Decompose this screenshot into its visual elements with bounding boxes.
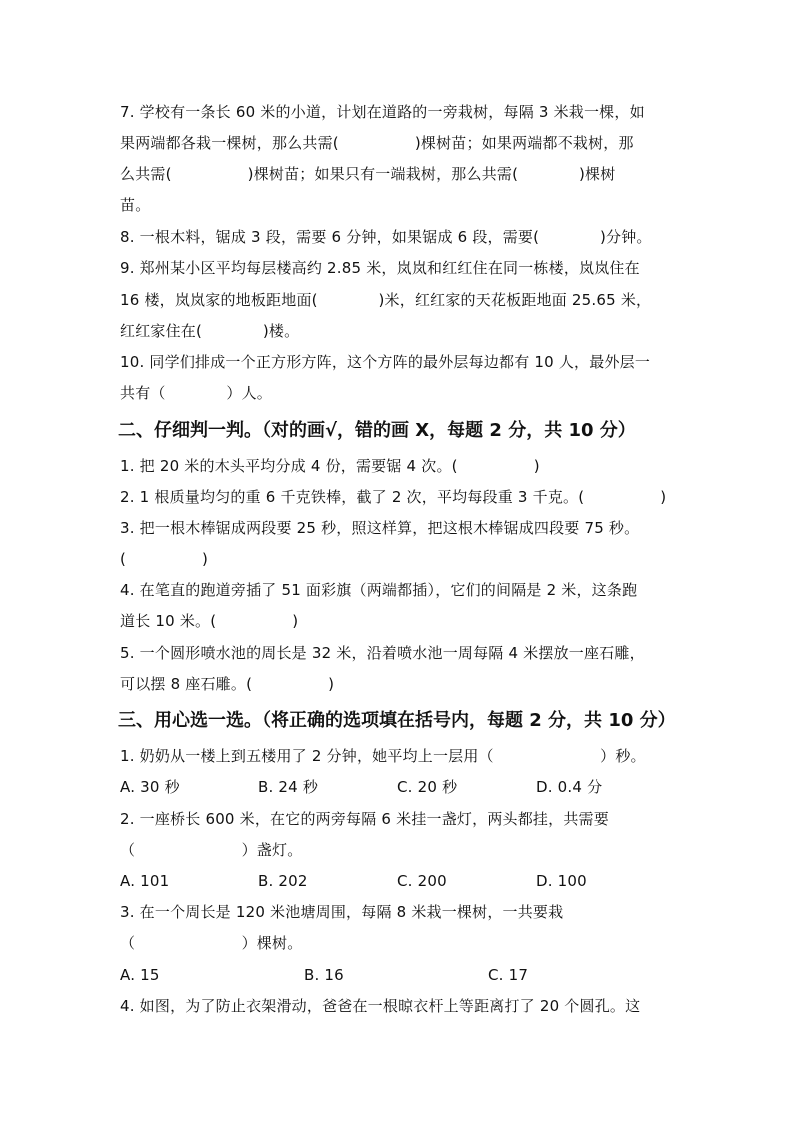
option-c: C. 200 xyxy=(397,872,447,890)
option-d: D. 0.4 分 xyxy=(536,778,603,796)
question-line: 9. 郑州某小区平均每层楼高约 2.85 米，岚岚和红红住在同一栋楼，岚岚住在 xyxy=(120,259,640,277)
question-line: 4. 在笔直的跑道旁插了 51 面彩旗（两端都插），它们的间隔是 2 米，这条跑 xyxy=(120,581,638,599)
question-line: 可以摆 8 座石雕。( ) xyxy=(120,675,335,693)
question-line: （ ）盏灯。 xyxy=(120,841,303,859)
question-line: 苗。 xyxy=(120,196,151,214)
question-line: 2. 1 根质量均匀的重 6 千克铁棒，截了 2 次，平均每段重 3 千克。( ) xyxy=(120,488,667,506)
question-line: 共有（ ）人。 xyxy=(120,384,273,402)
option-c: C. 17 xyxy=(488,966,529,984)
question-line: 7. 学校有一条长 60 米的小道，计划在道路的一旁栽树，每隔 3 米栽一棵，如 xyxy=(120,103,645,121)
question-line: 3. 在一个周长是 120 米池塘周围，每隔 8 米栽一棵树，一共要栽 xyxy=(120,903,564,921)
option-b: B. 202 xyxy=(258,872,308,890)
question-line: 1. 把 20 米的木头平均分成 4 份，需要锯 4 次。( ) xyxy=(120,457,540,475)
option-d: D. 100 xyxy=(536,872,587,890)
option-b: B. 16 xyxy=(304,966,344,984)
option-c: C. 20 秒 xyxy=(397,778,458,796)
option-a: A. 15 xyxy=(120,966,160,984)
question-line: 4. 如图，为了防止衣架滑动，爸爸在一根晾衣杆上等距离打了 20 个圆孔。这 xyxy=(120,997,641,1015)
option-a: A. 30 秒 xyxy=(120,778,180,796)
question-line: 8. 一根木料，锯成 3 段，需要 6 分钟，如果锯成 6 段，需要( )分钟。 xyxy=(120,228,652,246)
question-line: （ ）棵树。 xyxy=(120,934,303,952)
question-line: 么共需( )棵树苗；如果只有一端栽树，那么共需( )棵树 xyxy=(120,165,616,183)
question-line: 1. 奶奶从一楼上到五楼用了 2 分钟，她平均上一层用（ ）秒。 xyxy=(120,747,646,765)
question-line: 果两端都各栽一棵树，那么共需( )棵树苗；如果两端都不栽树，那 xyxy=(120,134,634,152)
question-line: 红红家住在( )楼。 xyxy=(120,322,300,340)
question-line: ( ) xyxy=(120,550,209,568)
question-line: 2. 一座桥长 600 米，在它的两旁每隔 6 米挂一盏灯，两头都挂，共需要 xyxy=(120,810,609,828)
question-line: 10. 同学们排成一个正方形方阵，这个方阵的最外层每边都有 10 人，最外层一 xyxy=(120,353,651,371)
question-line: 16 楼，岚岚家的地板距地面( )米，红红家的天花板距地面 25.65 米， xyxy=(120,291,652,309)
question-line: 3. 把一根木棒锯成两段要 25 秒，照这样算，把这根木棒锯成四段要 75 秒。 xyxy=(120,519,640,537)
question-line: 道长 10 米。( ) xyxy=(120,612,299,630)
question-line: 5. 一个圆形喷水池的周长是 32 米，沿着喷水池一周每隔 4 米摆放一座石雕， xyxy=(120,644,645,662)
option-b: B. 24 秒 xyxy=(258,778,319,796)
section-heading: 三、用心选一选。（将正确的选项填在括号内，每题 2 分，共 10 分） xyxy=(118,710,676,731)
section-heading: 二、仔细判一判。（对的画√，错的画 X，每题 2 分，共 10 分） xyxy=(118,420,636,441)
option-a: A. 101 xyxy=(120,872,170,890)
